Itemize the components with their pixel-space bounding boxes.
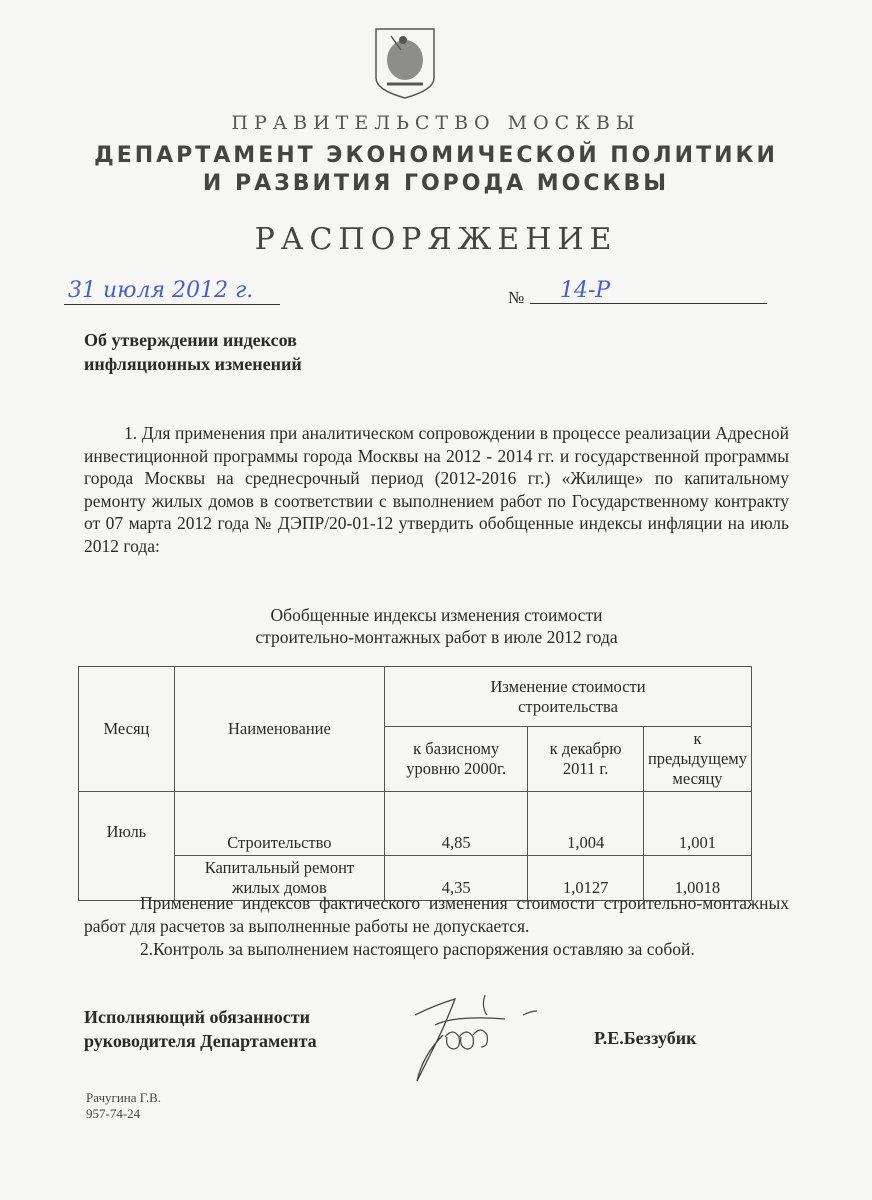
department-title-line2: И РАЗВИТИЯ ГОРОДА МОСКВЫ xyxy=(202,171,670,196)
department-title-line1: ДЕПАРТАМЕНТ ЭКОНОМИЧЕСКОЙ ПОЛИТИКИ xyxy=(94,143,778,168)
header-base-2000: к базисному уровню 2000г. xyxy=(385,727,528,792)
cell-base: 4,35 xyxy=(385,856,528,901)
subject-line2: инфляционных изменений xyxy=(84,354,302,374)
cell-month: Июль xyxy=(79,792,175,901)
signer-title xyxy=(84,1005,317,1053)
cell-name: Строительство xyxy=(174,792,384,856)
cell-dec: 1,004 xyxy=(528,792,644,856)
executor-info xyxy=(86,1090,161,1122)
document-type: РАСПОРЯЖЕНИЕ xyxy=(254,222,618,257)
cell-dec: 1,0127 xyxy=(528,856,644,901)
cell-prev: 1,0018 xyxy=(643,856,751,901)
paragraph-3: 2.Контроль за выполнением настоящего распоряжения оставляю за собой. xyxy=(140,939,695,959)
signer-title-line1: Исполняющий обязанности xyxy=(84,1007,310,1027)
header-cost-change: Изменение стоимости строительства xyxy=(385,667,752,727)
table-caption-line2: строительно-монтажных работ в июле 2012 года xyxy=(255,627,618,647)
paragraph-1: 1. Для применения при аналитическом сопровождении в процессе реализации Адресной инвестиционной программы города Москвы на 2012 - 2014 гг. и государственной программы города Москвы на среднесрочный период (2012-2016 гг.) «Жилище» по капитальному ремонту жилых домов в соответствии с выполнением работ по Государственному контракту от 07 марта 2012 года № ДЭПР/20-01-12 утвердить обобщенные индексы инфляции на июль 2012 года: xyxy=(84,423,789,556)
order-number: 14-Р xyxy=(530,278,767,304)
paragraph-2: Применение индексов фактического изменения стоимости строительно-монтажных работ для расчетов за выполненные работы не допускается. xyxy=(84,893,789,936)
government-title: ПРАВИТЕЛЬСТВО МОСКВЫ xyxy=(231,112,641,134)
header-month: Месяц xyxy=(79,667,175,792)
signer-title-line2: руководителя Департамента xyxy=(84,1031,317,1051)
number-label: № xyxy=(508,288,525,307)
header-name: Наименование xyxy=(174,667,384,792)
document-subject xyxy=(84,328,302,376)
header-prev-month: к предыдущему месяцу xyxy=(643,727,751,792)
moscow-coat-of-arms-icon xyxy=(373,26,437,100)
table-caption-line1: Обобщенные индексы изменения стоимости xyxy=(270,605,603,625)
table-row xyxy=(79,792,752,856)
cell-prev: 1,001 xyxy=(643,792,751,856)
executor-phone: 957-74-24 xyxy=(86,1106,141,1121)
handwritten-signature-icon xyxy=(395,985,565,1085)
table-caption xyxy=(84,604,789,648)
inflation-index-table xyxy=(78,666,752,901)
cell-base: 4,85 xyxy=(385,792,528,856)
signer-name: Р.Е.Беззубик xyxy=(594,1028,697,1048)
order-date: 31 июля 2012 г. xyxy=(64,278,280,305)
header-dec-2011: к декабрю 2011 г. xyxy=(528,727,644,792)
executor-name: Рачугина Г.В. xyxy=(86,1090,162,1105)
cell-name: Капитальный ремонт жилых домов xyxy=(174,856,384,901)
subject-line1: Об утверждении индексов xyxy=(84,330,297,350)
